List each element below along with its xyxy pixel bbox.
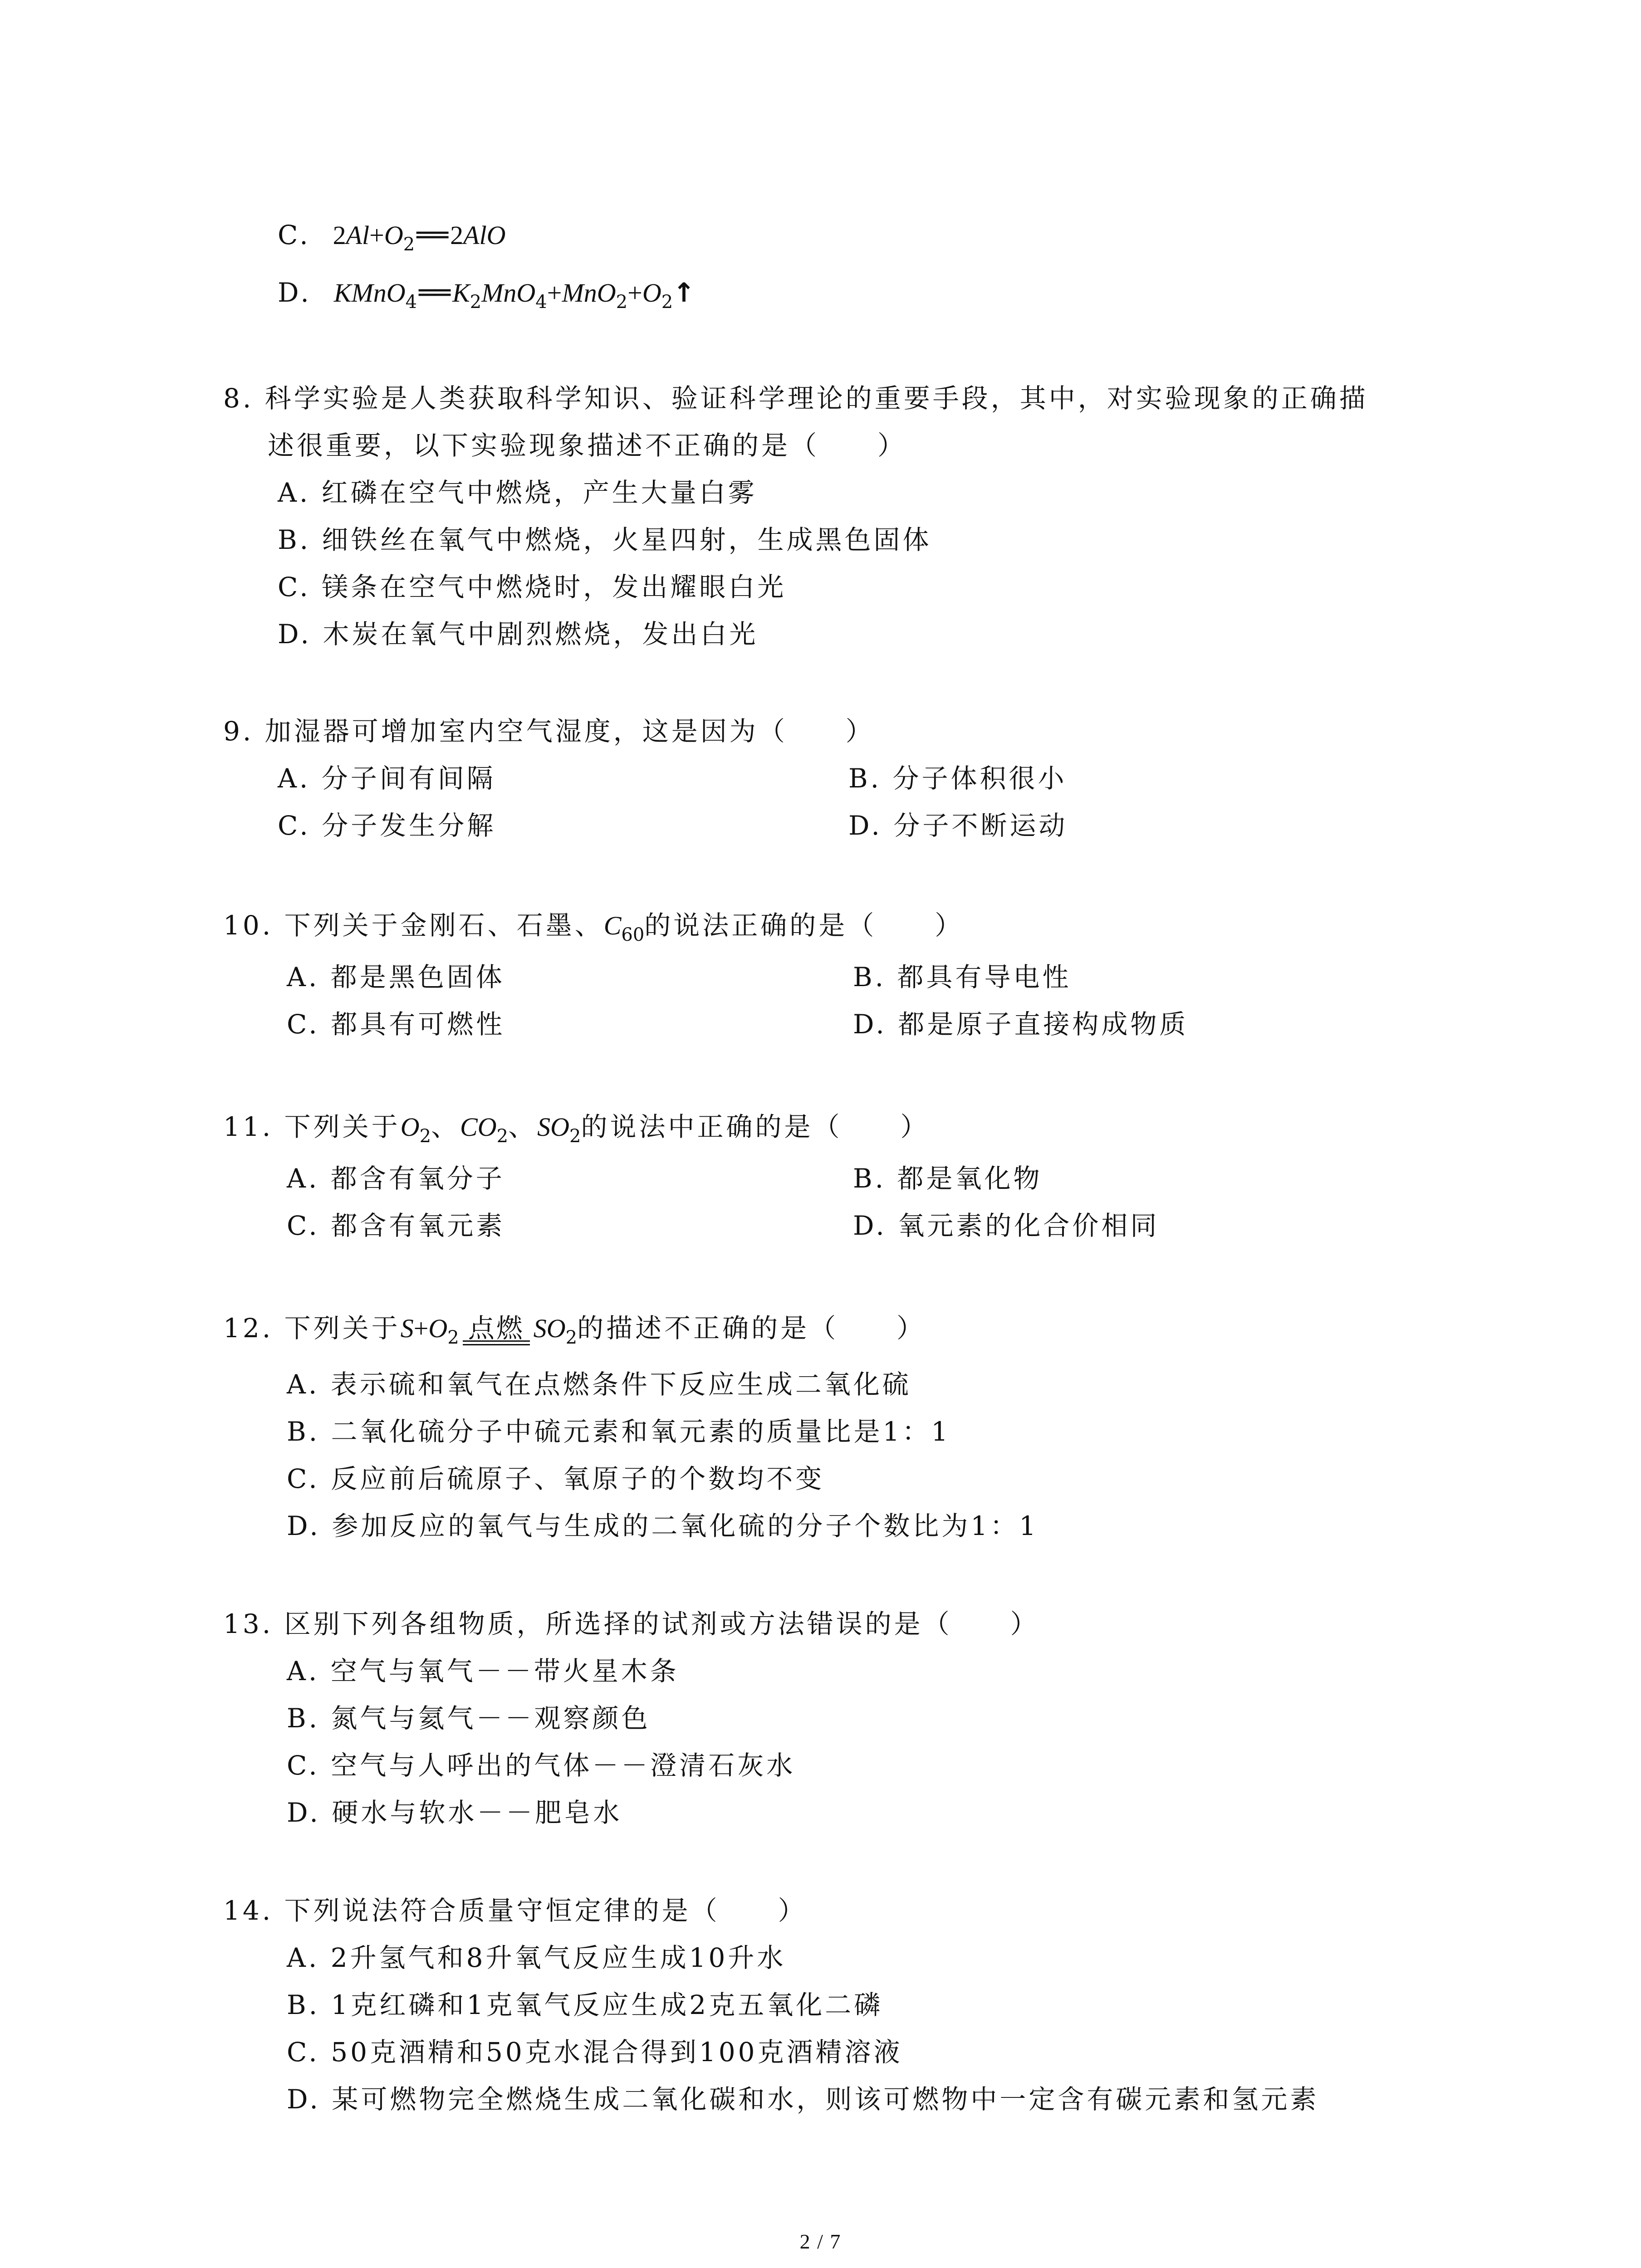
q12-option-b: B. 二氧化硫分子中硫元素和氧元素的质量比是1：1 — [287, 1416, 951, 1447]
q9-option-b: B. 分子体积很小 — [848, 763, 1067, 794]
q10-option-b: B. 都具有导电性 — [853, 962, 1072, 992]
q11-option-d: D. 氧元素的化合价相同 — [853, 1210, 1160, 1241]
q13-option-c: C. 空气与人呼出的气体－－澄清石灰水 — [287, 1750, 796, 1781]
q8-option-b: B. 细铁丝在氧气中燃烧，火星四射，生成黑色固体 — [278, 524, 932, 555]
gas-arrow-icon: ↑ — [673, 277, 695, 308]
q9-stem: 9. 加湿器可增加室内空气湿度，这是因为（ ） — [223, 716, 875, 747]
reaction-condition: 点燃 — [462, 1310, 531, 1346]
q13-option-a: A. 空气与氧气－－带火星木条 — [287, 1656, 679, 1686]
q9-option-a: A. 分子间有间隔 — [278, 763, 496, 794]
q10-option-a: A. 都是黑色固体 — [287, 962, 505, 992]
q8-option-a: A. 红磷在空气中燃烧，产生大量白雾 — [278, 477, 757, 508]
q14-stem: 14. 下列说法符合质量守恒定律的是（ ） — [223, 1895, 807, 1926]
q11-stem: 11. 下列关于$O_2$、$CO_2$、$SO_2$的说法中正确的是（ ） — [223, 1111, 930, 1147]
q13-option-b: B. 氮气与氦气－－观察颜色 — [287, 1703, 651, 1734]
q14-option-a: A. 2升氢气和8升氧气反应生成10升水 — [287, 1942, 786, 1973]
q14-option-d: D. 某可燃物完全燃烧生成二氧化碳和水，则该可燃物中一定含有碳元素和氢元素 — [287, 2084, 1319, 2115]
q9-option-d: D. 分子不断运动 — [848, 810, 1068, 841]
q8-option-c: C. 镁条在空气中燃烧时，发出耀眼白光 — [278, 572, 787, 602]
q11-option-b: B. 都是氧化物 — [853, 1163, 1043, 1194]
q10-option-d: D. 都是原子直接构成物质 — [853, 1009, 1189, 1040]
q7-option-d: D. $KMnO_4══K_2MnO_4+MnO_2+O_2↑$ — [278, 277, 695, 313]
q8-stem-line1: 8. 科学实验是人类获取科学知识、验证科学理论的重要手段，其中，对实验现象的正确描 — [223, 383, 1368, 414]
page-number: 2 / 7 — [799, 2230, 842, 2253]
q14-option-b: B. 1克红磷和1克氧气反应生成2克五氧化二磷 — [287, 1989, 883, 2020]
q9-option-c: C. 分子发生分解 — [278, 810, 496, 841]
q12-option-a: A. 表示硫和氧气在点燃条件下反应生成二氧化硫 — [287, 1369, 911, 1400]
q14-option-c: C. 50克酒精和50克水混合得到100克酒精溶液 — [287, 2037, 903, 2068]
q8-option-d: D. 木炭在氧气中剧烈燃烧，发出白光 — [278, 619, 759, 650]
q11-option-a: A. 都含有氧分子 — [287, 1163, 505, 1194]
q10-stem: 10. 下列关于金刚石、石墨、$C_{60}$的说法正确的是（ ） — [223, 910, 964, 945]
q13-option-d: D. 硬水与软水－－肥皂水 — [287, 1797, 622, 1828]
q13-stem: 13. 区别下列各组物质，所选择的试剂或方法错误的是（ ） — [223, 1608, 1039, 1639]
q12-option-d: D. 参加反应的氧气与生成的二氧化硫的分子个数比为1：1 — [287, 1510, 1039, 1541]
q10-option-c: C. 都具有可燃性 — [287, 1009, 505, 1040]
q11-option-c: C. 都含有氧元素 — [287, 1210, 505, 1241]
q8-stem-line2: 述很重要，以下实验现象描述不正确的是（ ） — [268, 430, 907, 461]
q12-stem: 12. 下列关于$S+O_2$ 点燃 $SO_2$的描述不正确的是（ ） — [223, 1310, 926, 1356]
q12-option-c: C. 反应前后硫原子、氧原子的个数均不变 — [287, 1463, 825, 1494]
q7-option-c: C. $2Al+O_2══2AlO$ — [278, 220, 506, 255]
